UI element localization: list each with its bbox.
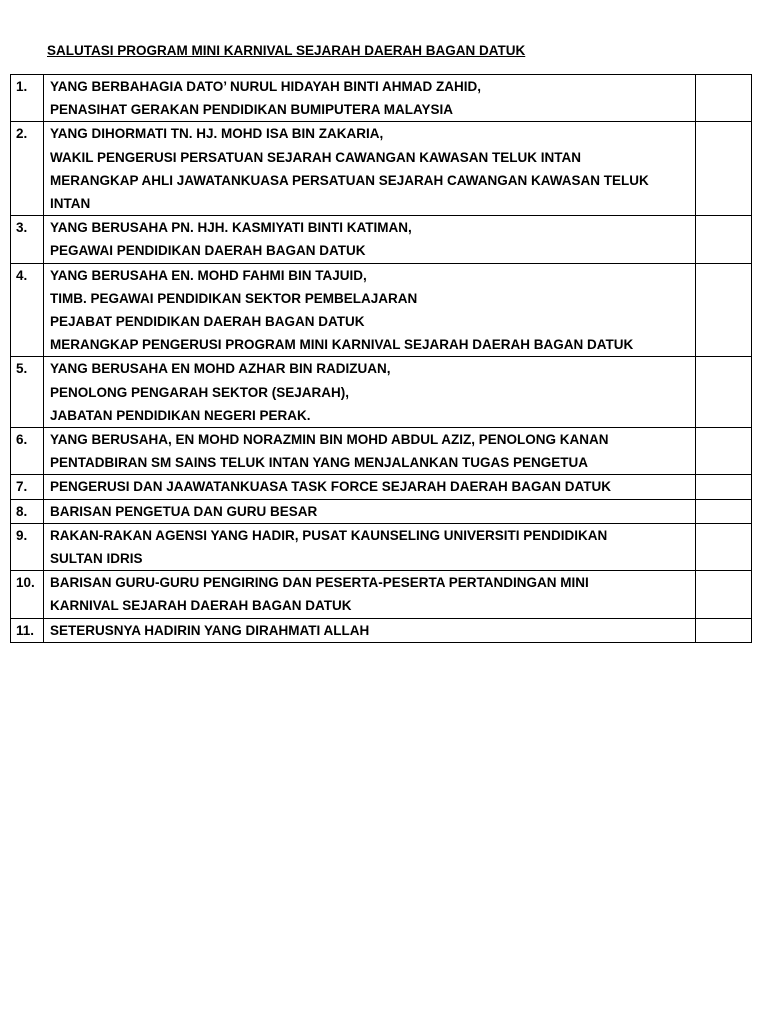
row-text-line: MERANGKAP PENGERUSI PROGRAM MINI KARNIVAL SEJARAH DAERAH BAGAN DATUK	[50, 337, 634, 353]
row-blank-cell	[696, 75, 752, 122]
row-text-line: YANG BERUSAHA EN MOHD AZHAR BIN RADIZUAN,	[50, 361, 391, 377]
row-text-line: KARNIVAL SEJARAH DAERAH BAGAN DATUK	[50, 598, 352, 614]
row-text-line: SETERUSNYA HADIRIN YANG DIRAHMATI ALLAH	[50, 622, 370, 638]
table-row	[11, 122, 752, 216]
row-text-line: PENASIHAT GERAKAN PENDIDIKAN BUMIPUTERA MALAYSIA	[50, 102, 454, 118]
row-text-line: INTAN	[50, 196, 91, 212]
table-row	[11, 523, 752, 570]
table-row	[11, 571, 752, 618]
row-text	[44, 263, 696, 357]
row-number: 5.	[11, 357, 44, 428]
row-text-line: WAKIL PENGERUSI PERSATUAN SEJARAH CAWANGAN KAWASAN TELUK INTAN	[50, 149, 582, 165]
document-title: SALUTASI PROGRAM MINI KARNIVAL SEJARAH DAERAH BAGAN DATUK	[47, 43, 526, 58]
table-row	[11, 357, 752, 428]
row-text-line: BARISAN GURU-GURU PENGIRING DAN PESERTA-PESERTA PERTANDINGAN MINI	[50, 575, 589, 591]
row-blank-cell	[696, 523, 752, 570]
row-text	[44, 475, 696, 499]
row-number: 4.	[11, 263, 44, 357]
row-number: 3.	[11, 216, 44, 263]
row-number: 11.	[11, 618, 44, 642]
row-number: 7.	[11, 475, 44, 499]
row-text-line: YANG BERBAHAGIA DATO’ NURUL HIDAYAH BINTI AHMAD ZAHID,	[50, 79, 482, 94]
row-text-line: YANG DIHORMATI TN. HJ. MOHD ISA BIN ZAKARIA,	[50, 126, 384, 142]
row-text-line: YANG BERUSAHA, EN MOHD NORAZMIN BIN MOHD ABDUL AZIZ, PENOLONG KANAN	[50, 432, 609, 448]
row-text	[44, 499, 696, 523]
row-number: 8.	[11, 499, 44, 523]
row-text	[44, 571, 696, 618]
table-row	[11, 216, 752, 263]
row-blank-cell	[696, 263, 752, 357]
row-number: 2.	[11, 122, 44, 216]
row-blank-cell	[696, 357, 752, 428]
row-text-line: PENOLONG PENGARAH SEKTOR (SEJARAH),	[50, 384, 350, 400]
row-text-line: MERANGKAP AHLI JAWATANKUASA PERSATUAN SEJARAH CAWANGAN KAWASAN TELUK	[50, 172, 649, 188]
row-blank-cell	[696, 428, 752, 475]
row-text-line: PENTADBIRAN SM SAINS TELUK INTAN YANG MENJALANKAN TUGAS PENGETUA	[50, 455, 589, 471]
row-blank-cell	[696, 618, 752, 642]
row-text	[44, 428, 696, 475]
table-row	[11, 428, 752, 475]
row-blank-cell	[696, 571, 752, 618]
row-text-line: JABATAN PENDIDIKAN NEGERI PERAK.	[50, 407, 311, 423]
table-row	[11, 475, 752, 499]
row-text-line: PEGAWAI PENDIDIKAN DAERAH BAGAN DATUK	[50, 243, 366, 259]
row-number: 1.	[11, 75, 44, 122]
row-text-line: YANG BERUSAHA PN. HJH. KASMIYATI BINTI KATIMAN,	[50, 220, 412, 236]
row-text	[44, 523, 696, 570]
table-row	[11, 263, 752, 357]
row-blank-cell	[696, 122, 752, 216]
row-text	[44, 122, 696, 216]
table-row	[11, 618, 752, 642]
row-blank-cell	[696, 475, 752, 499]
salutation-table-body	[11, 75, 752, 643]
row-text	[44, 75, 696, 122]
table-row	[11, 75, 752, 122]
row-number: 10.	[11, 571, 44, 618]
table-row	[11, 499, 752, 523]
row-text-line: YANG BERUSAHA EN. MOHD FAHMI BIN TAJUID,	[50, 267, 367, 283]
row-text-line: RAKAN-RAKAN AGENSI YANG HADIR, PUSAT KAUNSELING UNIVERSITI PENDIDIKAN	[50, 527, 608, 543]
salutation-table	[10, 74, 752, 643]
row-number: 6.	[11, 428, 44, 475]
row-text-line: PENGERUSI DAN JAAWATANKUASA TASK FORCE SEJARAH DAERAH BAGAN DATUK	[50, 479, 612, 495]
row-blank-cell	[696, 499, 752, 523]
row-text-line: BARISAN PENGETUA DAN GURU BESAR	[50, 503, 318, 519]
row-text-line: SULTAN IDRIS	[50, 551, 143, 567]
row-text	[44, 216, 696, 263]
row-text	[44, 357, 696, 428]
row-blank-cell	[696, 216, 752, 263]
row-text	[44, 618, 696, 642]
row-text-line: TIMB. PEGAWAI PENDIDIKAN SEKTOR PEMBELAJARAN	[50, 290, 418, 306]
row-number: 9.	[11, 523, 44, 570]
row-text-line: PEJABAT PENDIDIKAN DAERAH BAGAN DATUK	[50, 314, 365, 330]
